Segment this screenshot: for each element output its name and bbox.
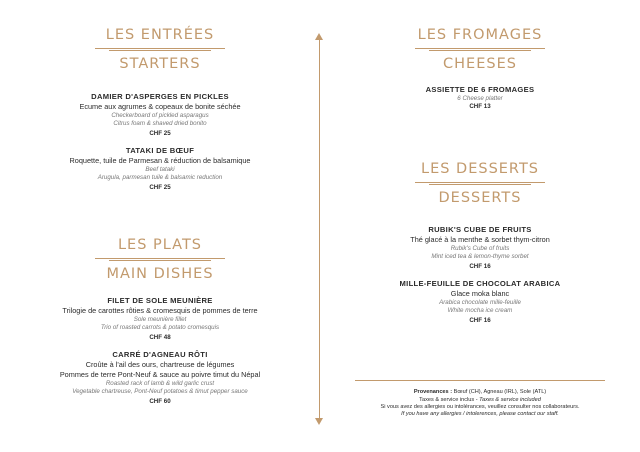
dish-price: CHF 16 [469, 317, 491, 324]
section-fromages [340, 26, 620, 112]
dish-description-fr: Glace moka blanc [450, 289, 510, 298]
heading-fr: LES DESSERTS [420, 161, 540, 177]
dish-description-fr: Ecume aux agrumes & copeaux de bonite séchée [79, 102, 241, 111]
center-divider [319, 38, 320, 420]
heading-divider [95, 46, 225, 52]
dish-item [340, 279, 620, 326]
dish-description-en: Trio of roasted carrots & potato cromesquis [100, 324, 220, 331]
heading-en: CHEESES [443, 56, 517, 72]
section-heading [20, 26, 300, 73]
dish-description-fr: Croûte à l'ail des ours, chartreuse de légumes [85, 360, 235, 369]
dish-title: CARRÉ D'AGNEAU RÔTI [112, 350, 208, 359]
allergy-note-en: If you have any allergies / intolerences, please contact our staff. [401, 411, 559, 417]
dish-description-en: Citrus foam & shaved dried bonito [113, 120, 207, 127]
footer-rule [355, 380, 605, 381]
section-desserts [340, 160, 620, 326]
heading-en: DESSERTS [438, 190, 522, 206]
dish-description-en: Mint iced tea & lemon-thyme sorbet [431, 253, 529, 260]
heading-en: STARTERS [119, 56, 201, 72]
section-heading [20, 236, 300, 283]
heading-divider [415, 180, 545, 186]
dish-description-en: Rubik's Cube of fruits [450, 245, 510, 252]
dish-price: CHF 25 [149, 184, 171, 191]
dish-description-fr: Thé glacé à la menthe & sorbet thym-citron [410, 235, 550, 244]
dish-title: ASSIETTE DE 6 FROMAGES [425, 85, 535, 94]
heading-fr: LES FROMAGES [417, 27, 543, 43]
dish-item [20, 296, 300, 343]
tax-fr: Taxes & service inclus - [419, 397, 480, 403]
provenance-note [355, 388, 605, 396]
dish-item [20, 146, 300, 193]
section-heading [340, 160, 620, 207]
dish-price: CHF 48 [149, 334, 171, 341]
section-plats [20, 236, 300, 407]
dish-description-en: Beef tataki [145, 166, 175, 173]
tax-note [355, 396, 605, 404]
dish-price: CHF 16 [469, 263, 491, 270]
dish-description-en: Checkerboard of pickled asparagus [111, 112, 209, 119]
dish-price: CHF 25 [149, 130, 171, 137]
dish-title: RUBIK'S CUBE DE FRUITS [428, 225, 532, 234]
dish-item [340, 225, 620, 272]
dish-description-fr: Roquette, tuile de Parmesan & réduction de balsamique [69, 156, 251, 165]
heading-divider [95, 256, 225, 262]
section-heading [340, 26, 620, 73]
dish-description-en: Sole meunière fillet [133, 316, 187, 323]
dish-item [20, 92, 300, 139]
dish-price: CHF 13 [469, 103, 491, 110]
heading-fr: LES PLATS [117, 237, 203, 253]
allergy-note-fr: Si vous avez des allergies ou intolérances, veuillez consulter nos collaborateurs. [380, 404, 580, 410]
section-entrees [20, 26, 300, 193]
heading-fr: LES ENTRÉES [105, 27, 215, 43]
dish-description-fr: Trilogie de carottes rôties & cromesquis de pommes de terre [62, 306, 258, 315]
tax-en: Taxes & service included [479, 397, 541, 403]
dish-description-fr: Pommes de terre Pont-Neuf & sauce au poivre timut du Népal [59, 370, 261, 379]
dish-description-en: Arugula, parmesan tuile & balsamic reduction [97, 174, 223, 181]
heading-en: MAIN DISHES [106, 266, 214, 282]
dish-description-en: White mocha ice cream [447, 307, 513, 314]
footer [355, 380, 605, 418]
dish-price: CHF 60 [149, 398, 171, 405]
dish-title: FILET DE SOLE MEUNIÈRE [107, 296, 213, 305]
dish-description-en: Arabica chocolate mille-feuille [439, 299, 521, 306]
dish-title: DAMIER D'ASPERGES EN PICKLES [91, 92, 229, 101]
dish-title: TATAKI DE BŒUF [125, 146, 195, 155]
dish-description-en: 6 Cheese platter [457, 95, 503, 102]
provenance-label: Provenances : [413, 389, 453, 395]
dish-item [20, 350, 300, 407]
dish-title: MILLE-FEUILLE DE CHOCOLAT ARABICA [399, 279, 561, 288]
dish-item [340, 85, 620, 112]
arrow-down-icon [315, 418, 323, 425]
provenance-text: Bœuf (CH), Agneau (IRL), Sole (ATL) [452, 389, 547, 395]
heading-divider [415, 46, 545, 52]
dish-description-en: Vegetable chartreuse, Pont-Neuf potatoes & timut pepper sauce [72, 388, 248, 395]
dish-description-en: Roasted rack of lamb & wild garlic crust [105, 380, 215, 387]
